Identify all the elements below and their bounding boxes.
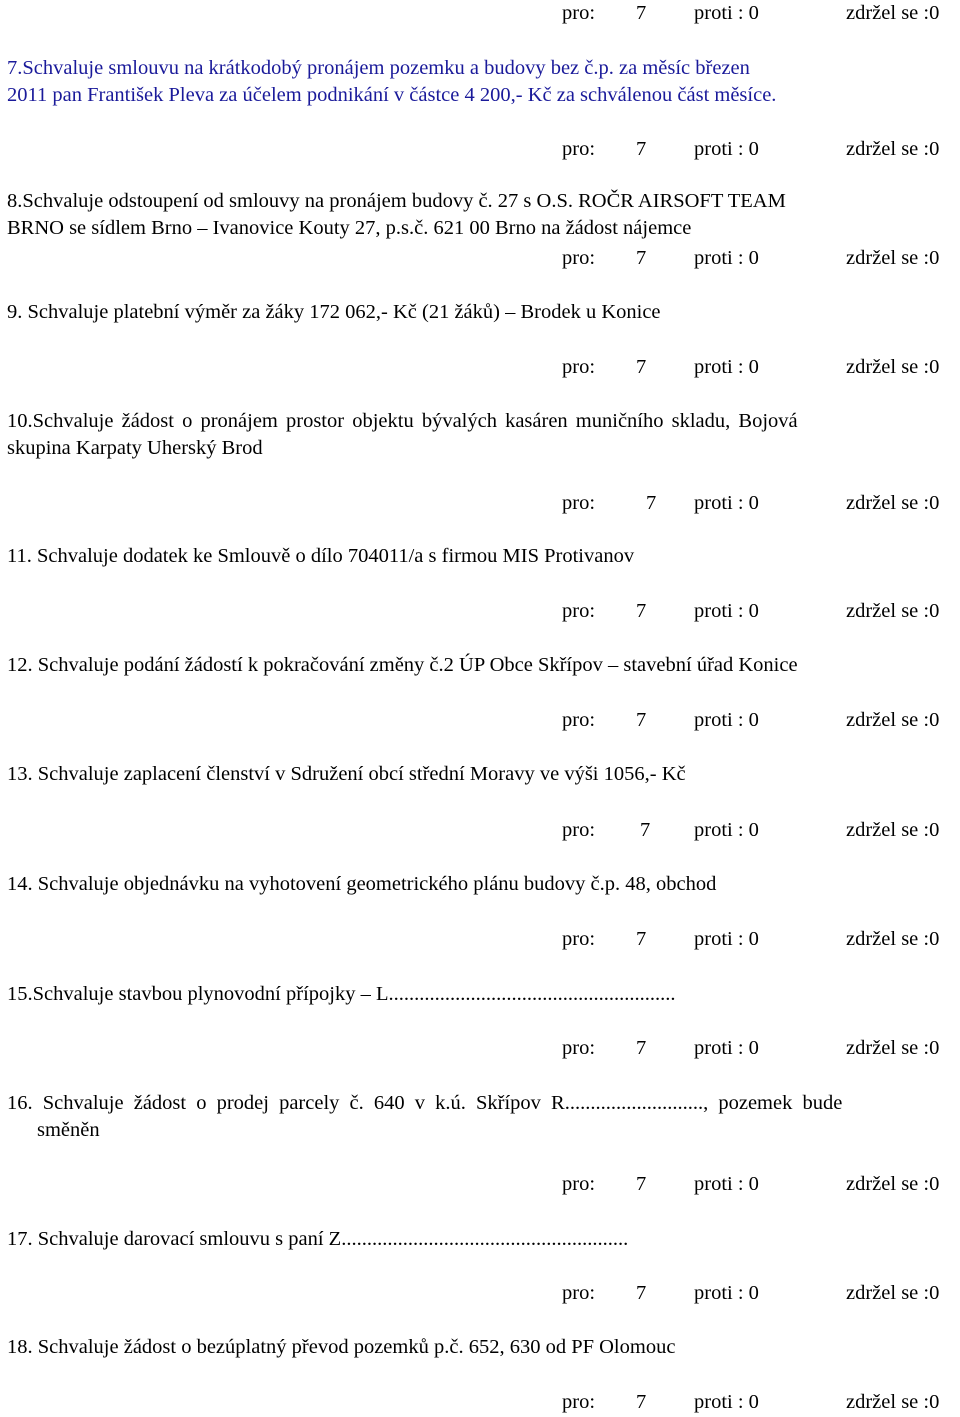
vote-pro-label: pro:: [562, 819, 596, 841]
vote-pro-count: 7: [636, 1282, 647, 1304]
vote-proti: proti : 0: [694, 819, 759, 841]
vote-line: [0, 1389, 960, 1416]
resolution-item: [7, 1090, 955, 1144]
resolution-text: 13. Schvaluje zaplacení členství v Sdružení obcí střední Moravy ve výši 1056,- Kč: [7, 763, 686, 785]
vote-zdrzel: zdržel se :0: [846, 356, 940, 378]
vote-zdrzel: zdržel se :0: [846, 2, 940, 24]
vote-pro-count: 7: [646, 492, 657, 514]
resolution-text: 2011 pan František Pleva za účelem podnikání v částce 4 200,- Kč za schválenou část měsíce.: [7, 84, 777, 106]
vote-proti: proti : 0: [694, 1037, 759, 1059]
vote-pro-count: 7: [636, 247, 647, 269]
vote-pro-count: 7: [636, 600, 647, 622]
resolution-item: [7, 761, 686, 788]
vote-zdrzel: zdržel se :0: [846, 247, 940, 269]
resolution-text: 8.Schvaluje odstoupení od smlouvy na pronájem budovy č. 27 s O.S. ROČR AIRSOFT TEAM: [7, 190, 786, 212]
vote-line: [0, 926, 960, 953]
vote-pro-count: 7: [636, 2, 647, 24]
resolution-item: [7, 1226, 628, 1253]
resolution-item: [7, 408, 955, 462]
vote-zdrzel: zdržel se :0: [846, 928, 940, 950]
vote-line: [0, 707, 960, 734]
vote-pro-label: pro:: [562, 1173, 596, 1195]
resolution-text: [7, 1090, 955, 1117]
vote-line: [0, 136, 960, 163]
resolution-text-line: 10.Schvaluje žádost o pronájem prostor objektu bývalých kasáren muničního skladu, Bojová: [7, 410, 798, 432]
vote-pro-label: pro:: [562, 709, 596, 731]
resolution-item: [7, 55, 776, 109]
vote-proti: proti : 0: [694, 138, 759, 160]
resolution-text: směněn: [37, 1119, 100, 1141]
vote-line: [0, 817, 960, 844]
resolution-text: skupina Karpaty Uherský Brod: [7, 437, 263, 459]
vote-zdrzel: zdržel se :0: [846, 1037, 940, 1059]
vote-pro-count: 7: [636, 928, 647, 950]
resolution-item: [7, 1334, 675, 1361]
vote-line: [0, 490, 960, 517]
vote-pro-count: 7: [640, 819, 651, 841]
resolution-text: 11. Schvaluje dodatek ke Smlouvě o dílo 704011/a s firmou MIS Protivanov: [7, 545, 635, 567]
vote-zdrzel: zdržel se :0: [846, 1173, 940, 1195]
vote-pro-label: pro:: [562, 1037, 596, 1059]
vote-proti: proti : 0: [694, 356, 759, 378]
vote-zdrzel: zdržel se :0: [846, 709, 940, 731]
resolution-item: [7, 981, 676, 1008]
resolution-text: 9. Schvaluje platební výměr za žáky 172 062,- Kč (21 žáků) – Brodek u Konice: [7, 301, 661, 323]
resolution-text: 14. Schvaluje objednávku na vyhotovení geometrického plánu budovy č.p. 48, obchod: [7, 873, 717, 895]
vote-proti: proti : 0: [694, 1282, 759, 1304]
vote-proti: proti : 0: [694, 1391, 759, 1413]
vote-pro-label: pro:: [562, 1391, 596, 1413]
resolution-item: [7, 188, 786, 242]
vote-line: [0, 1280, 960, 1307]
vote-zdrzel: zdržel se :0: [846, 1391, 940, 1413]
vote-pro-label: pro:: [562, 492, 596, 514]
vote-pro-count: 7: [636, 138, 647, 160]
vote-pro-count: 7: [636, 356, 647, 378]
resolution-text: 7.Schvaluje smlouvu na krátkodobý pronájem pozemku a budovy bez č.p. za měsíc březen: [7, 57, 750, 79]
vote-line: [0, 1171, 960, 1198]
resolution-text-line: 16. Schvaluje žádost o prodej parcely č. 640 v k.ú. Skřípov R..........................., pozemek bude: [7, 1092, 843, 1114]
vote-proti: proti : 0: [694, 709, 759, 731]
vote-line: [0, 245, 960, 272]
vote-proti: proti : 0: [694, 600, 759, 622]
resolution-text: 15.Schvaluje stavbou plynovodní přípojky – L........................................................: [7, 983, 676, 1005]
vote-zdrzel: zdržel se :0: [846, 819, 940, 841]
resolution-text: 18. Schvaluje žádost o bezúplatný převod pozemků p.č. 652, 630 od PF Olomouc: [7, 1336, 676, 1358]
vote-zdrzel: zdržel se :0: [846, 1282, 940, 1304]
vote-proti: proti : 0: [694, 492, 759, 514]
vote-pro-count: 7: [636, 1173, 647, 1195]
resolution-item: [7, 652, 798, 679]
vote-pro-label: pro:: [562, 356, 596, 378]
vote-proti: proti : 0: [694, 247, 759, 269]
vote-line: [0, 354, 960, 381]
vote-pro-label: pro:: [562, 247, 596, 269]
vote-pro-label: pro:: [562, 928, 596, 950]
vote-pro-label: pro:: [562, 600, 596, 622]
vote-proti: proti : 0: [694, 1173, 759, 1195]
resolution-text: 17. Schvaluje darovací smlouvu s paní Z........................................................: [7, 1228, 629, 1250]
resolution-item: [7, 299, 661, 326]
vote-pro-count: 7: [636, 709, 647, 731]
resolution-text: BRNO se sídlem Brno – Ivanovice Kouty 27, p.s.č. 621 00 Brno na žádost nájemce: [7, 217, 692, 239]
resolution-item: [7, 871, 716, 898]
vote-line: [0, 0, 960, 27]
vote-zdrzel: zdržel se :0: [846, 138, 940, 160]
vote-pro-label: pro:: [562, 138, 596, 160]
vote-zdrzel: zdržel se :0: [846, 600, 940, 622]
resolution-item: [7, 543, 634, 570]
vote-line: [0, 598, 960, 625]
vote-pro-count: 7: [636, 1391, 647, 1413]
vote-line: [0, 1035, 960, 1062]
vote-zdrzel: zdržel se :0: [846, 492, 940, 514]
vote-proti: proti : 0: [694, 928, 759, 950]
vote-pro-label: pro:: [562, 2, 596, 24]
vote-proti: proti : 0: [694, 2, 759, 24]
resolution-text: 12. Schvaluje podání žádostí k pokračování změny č.2 ÚP Obce Skřípov – stavební úřad Konice: [7, 654, 798, 676]
vote-pro-label: pro:: [562, 1282, 596, 1304]
vote-pro-count: 7: [636, 1037, 647, 1059]
resolution-text: [7, 408, 955, 435]
